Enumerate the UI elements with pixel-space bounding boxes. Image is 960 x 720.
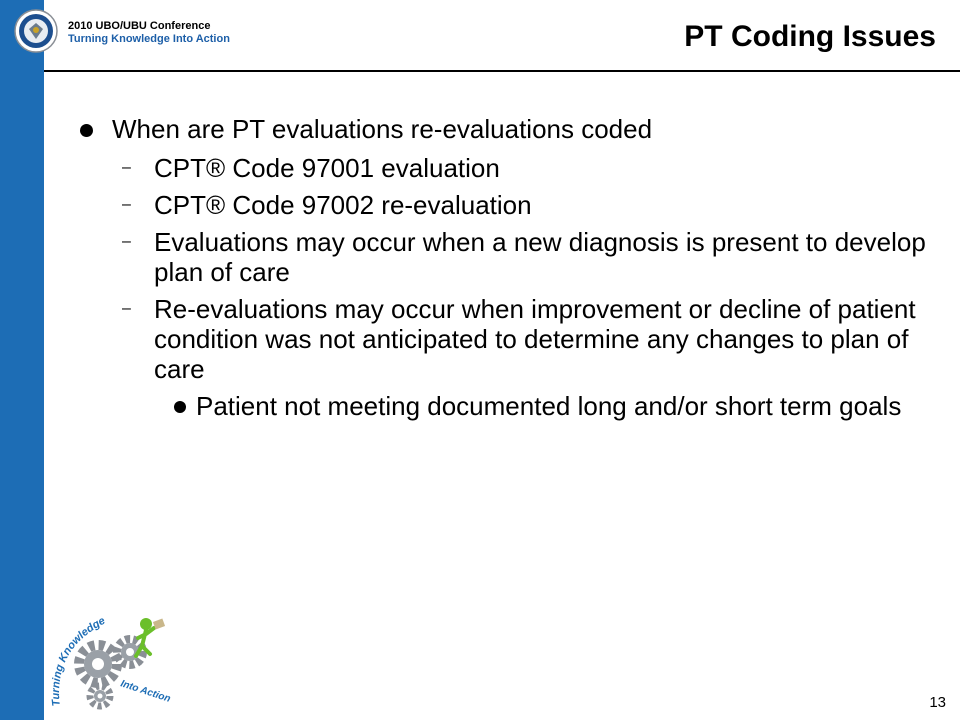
conference-label xyxy=(68,20,230,46)
conference-tagline: Turning Knowledge Into Action xyxy=(68,33,230,45)
logo-text-line2: Into Action xyxy=(119,678,172,705)
bullet-text: When are PT evaluations re-evaluations coded xyxy=(112,114,653,144)
bullet-level3 xyxy=(78,391,928,421)
bullet-dot-icon xyxy=(174,401,186,413)
bullet-text: CPT® Code 97002 re-evaluation xyxy=(154,190,532,220)
bullet-level2 xyxy=(78,190,928,220)
header-divider xyxy=(44,70,960,72)
bullet-text: Patient not meeting documented long and/or short term goals xyxy=(196,391,902,421)
dash-icon: – xyxy=(122,300,131,317)
dash-icon: – xyxy=(122,196,131,213)
dash-icon: – xyxy=(122,159,131,176)
large-gear-icon xyxy=(79,645,117,683)
conference-name: 2010 UBO/UBU Conference xyxy=(68,20,211,32)
bullet-text: Re-evaluations may occur when improvement or decline of patient condition was not anticipated to determine any changes to plan of care xyxy=(154,294,916,384)
bullet-level2 xyxy=(78,294,928,384)
slide-content xyxy=(78,114,928,428)
bullet-level2 xyxy=(78,227,928,287)
bottom-gear-icon xyxy=(90,686,110,706)
bullet-dot-icon xyxy=(80,124,93,137)
turning-knowledge-logo xyxy=(50,606,174,714)
slide-title: PT Coding Issues xyxy=(684,20,936,53)
bullet-level1 xyxy=(78,114,928,144)
left-accent-bar xyxy=(0,0,44,720)
logo-text-line1: Turning Knowledge xyxy=(50,614,108,707)
bullet-level2 xyxy=(78,153,928,183)
page-number: 13 xyxy=(929,694,946,711)
seal-icon xyxy=(14,9,58,53)
figure-icon xyxy=(136,618,165,656)
dash-icon: – xyxy=(122,233,131,250)
bullet-text: CPT® Code 97001 evaluation xyxy=(154,153,500,183)
bullet-text: Evaluations may occur when a new diagnosis is present to develop plan of care xyxy=(154,227,926,287)
